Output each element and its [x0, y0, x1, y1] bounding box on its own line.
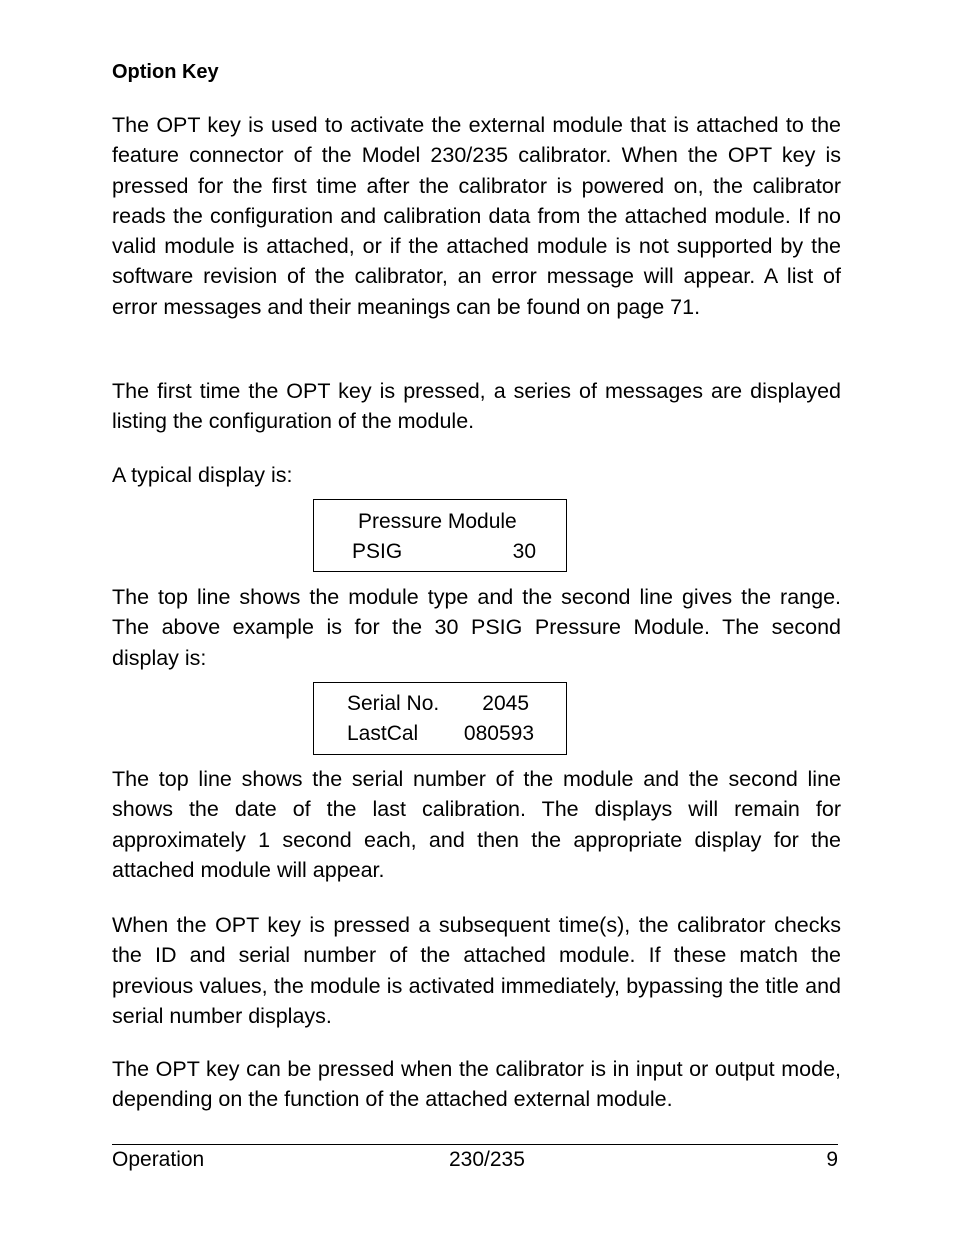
paragraph-input-output-mode: The OPT key can be pressed when the calibrator is in input or output mode, depending on the function of the attached external module.: [112, 1057, 841, 1112]
paragraph-subsequent-press: When the OPT key is pressed a subsequent time(s), the calibrator checks the ID and serial number of the attached module. If these match the previous values, the module is activated immediately, bypassing the title and serial number displays.: [112, 913, 841, 1028]
footer-model-number: 230/235: [449, 1148, 525, 1171]
paragraph-opt-key-intro: The OPT key is used to activate the external module that is attached to the feature connector of the Model 230/235 calibrator. When the OPT key is pressed for the first time after the calibrator is powered on, the calibrator reads the configuration and calibration data from the attached module. If no valid module is attached, or if the attached module is not supported by the software revision of the calibrator, an error message will appear. A list of error messages and their meanings can be found on page 71.: [112, 113, 841, 319]
display-serial-label: Serial No.: [347, 692, 440, 715]
display-lastcal-value: 080593: [463, 722, 534, 745]
paragraph-first-press: The first time the OPT key is pressed, a series of messages are displayed listing the configuration of the module.: [112, 379, 841, 434]
paragraph-serial-explanation: The top line shows the serial number of the module and the second line shows the date of the last calibration. The displays will remain for approximately 1 second each, and then the appropriate display for the attached module will appear.: [112, 767, 841, 882]
section-heading: Option Key: [112, 61, 219, 83]
display-range-unit: PSIG: [352, 540, 403, 563]
paragraph-display-explanation: The top line shows the module type and the second line gives the range. The above example is for the 30 PSIG Pressure Module. The second display is:: [112, 585, 841, 670]
footer-page-number: 9: [826, 1148, 838, 1171]
display-module-type: Pressure Module: [358, 510, 517, 533]
display-range-value: 30: [512, 540, 536, 563]
serial-display: [313, 682, 567, 755]
paragraph-typical-display: A typical display is:: [112, 463, 293, 487]
footer-section-name: Operation: [112, 1148, 205, 1171]
module-type-display: [313, 499, 567, 572]
display-lastcal-label: LastCal: [347, 722, 419, 745]
display-serial-value: 2045: [482, 692, 529, 715]
manual-page: [112, 0, 841, 1235]
